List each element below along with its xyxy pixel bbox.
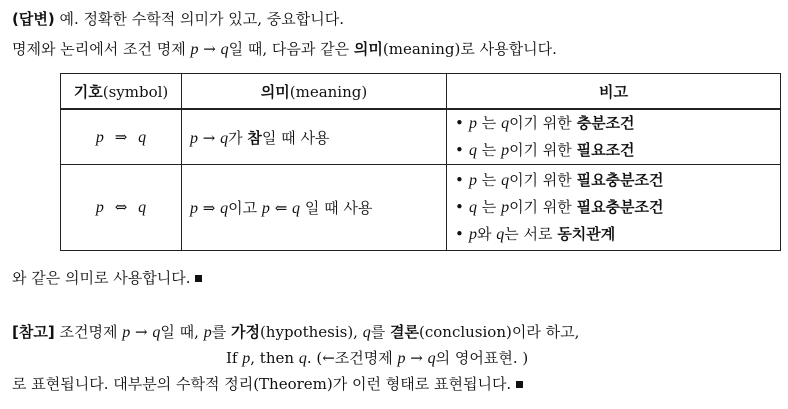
var-p: p [242,350,251,367]
header-symbol-bold: 기호 [73,82,103,101]
var-p: p [501,142,510,159]
header-symbol-rest: (symbol) [102,82,169,101]
var-q: q [220,200,229,217]
var-q: q [138,128,147,146]
row2-meaning [182,165,447,251]
answer-line [12,9,344,29]
var-p: p [469,115,477,132]
var-q: q [292,200,301,217]
table-row [61,165,781,251]
reference-line-3 [12,374,523,394]
var-q: q [496,226,505,243]
intro-text-b: 일 때, 다음과 같은 [228,40,350,58]
var-q: q [501,172,510,189]
bullet: • [455,198,464,216]
hypothesis-bold: 가정 [230,323,260,341]
table-header-row [61,74,781,110]
note-text: 는 [481,198,497,216]
row2-symbol [61,165,182,251]
note-item [455,110,772,137]
reference-text: 일 때, [160,323,199,341]
reference-line-1 [12,322,579,343]
var-p: p [95,199,104,216]
row1-meaning-text1: 가 [228,128,243,147]
header-meaning-bold: 의미 [260,82,290,101]
note-item [455,221,772,248]
answer-tag: (답변) [12,10,55,28]
header-meaning [182,74,447,110]
note-bold: 충분조건 [576,114,635,132]
implies-symbol: ⇒ [114,127,128,146]
note-item [455,137,772,164]
bullet: • [455,225,464,243]
reference-last-text: 로 표현됩니다. 대부분의 수학적 정리(Theorem)가 이런 형태로 표현됩니다. [12,375,512,393]
note-text: 는 [481,141,497,159]
var-q: q [427,350,436,367]
note-text: 이기 위한 [509,114,572,132]
table-row [61,109,781,165]
var-q: q [152,324,161,341]
var-p: p [190,129,198,147]
row2-meaning-text2: 일 때 사용 [304,199,373,217]
reference-tag: [참고] [12,323,55,341]
answer-text: 예. 정확한 수학적 의미가 있고, 중요합니다. [59,10,344,28]
conclusion-bold: 결론 [390,323,419,341]
header-note-label: 비고 [599,82,628,101]
iff-symbol: ⇔ [114,198,128,216]
conclusion-rest: (conclusion)이라 하고, [419,323,580,341]
note-text: 이기 위한 [509,141,572,159]
reference-text: 를 [370,323,386,341]
var-p: p [203,324,212,341]
end-square-icon [195,275,202,282]
note-text: 와 [477,225,492,243]
row1-meaning-text2: 일 때 사용 [261,128,330,147]
note-text: 이기 위한 [509,171,572,189]
var-p: p [190,41,199,58]
var-q: q [298,350,307,367]
var-p: p [501,199,510,216]
intro-text-a: 명제와 논리에서 조건 명제 [12,40,186,58]
var-p: p [469,172,477,189]
header-symbol [61,74,182,110]
after-table-text: 와 같은 의미로 사용합니다. [12,269,191,287]
row1-meaning-bold: 참 [247,128,262,147]
row1-symbol [61,109,182,165]
var-q: q [138,199,147,216]
intro-text-c: (meaning)로 사용합니다. [382,40,557,58]
reference-line-2 [226,348,528,369]
note-text: 이기 위한 [509,198,572,216]
note-bold: 필요충분조건 [576,171,664,189]
var-q: q [469,142,477,159]
note-text: 는 [481,114,497,132]
row1-notes [447,109,781,165]
note-text: 는 [481,171,497,189]
arrow-symbol: → [135,323,148,341]
note-bold: 동치관계 [557,225,616,243]
var-p: p [122,324,131,341]
end-square-icon [516,381,523,388]
meaning-word: 의미 [353,40,383,58]
header-note [447,74,781,110]
bullet: • [455,114,464,132]
after-table-line [12,268,202,288]
header-meaning-rest: (meaning) [289,82,368,101]
var-p: p [261,200,270,217]
reference-text: 조건명제 [59,323,118,341]
row2-meaning-text1: 이고 [228,199,258,217]
note-text: 는 서로 [504,225,553,243]
bullet: • [455,141,464,159]
note-item [455,167,772,194]
var-p: p [469,226,477,243]
note-bold: 필요조건 [576,141,635,159]
var-q: q [501,115,510,132]
arrow-symbol: → [410,349,423,367]
implied-by-symbol: ⇐ [274,199,288,217]
english-note-text: 의 영어표현. ) [435,349,529,367]
var-p: p [397,350,406,367]
var-q: q [220,129,229,147]
then-text: , then [250,349,295,367]
note-bold: 필요충분조건 [576,198,664,216]
var-q: q [469,199,477,216]
bullet: • [455,171,464,189]
if-text: If [226,349,238,367]
row2-notes [447,165,781,251]
reference-text: 를 [211,323,227,341]
meaning-table [60,73,781,251]
english-note-text: . (←조건명제 [306,349,393,367]
row1-meaning [182,109,447,165]
arrow-symbol: → [202,128,216,147]
hypothesis-rest: (hypothesis), [259,323,358,341]
note-item [455,194,772,221]
implies-symbol: ⇒ [202,199,216,217]
var-q: q [220,41,229,58]
var-p: p [95,128,104,146]
var-p: p [190,200,198,217]
var-q: q [362,324,371,341]
arrow-symbol: → [203,40,216,58]
intro-line-2 [12,39,557,60]
